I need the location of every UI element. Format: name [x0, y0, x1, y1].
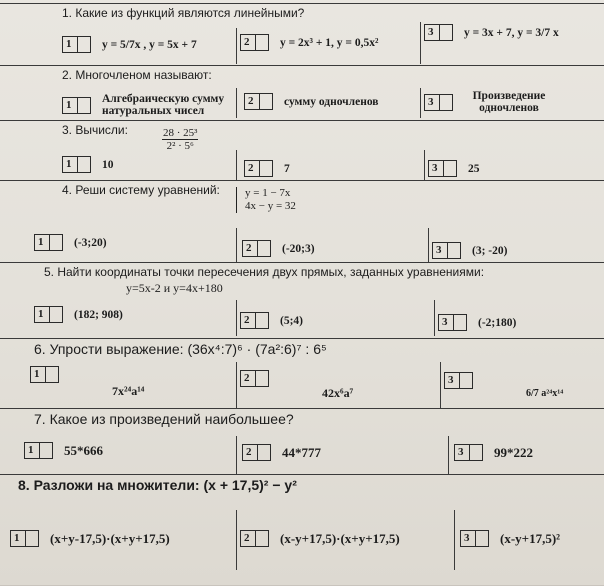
answer-box[interactable]: 1 [62, 36, 91, 53]
answer-text: (182; 908) [74, 308, 123, 321]
divider [428, 228, 429, 262]
answer-box[interactable]: 2 [242, 444, 271, 461]
divider [236, 362, 237, 408]
divider [424, 150, 425, 180]
answer-option-8-2[interactable] [240, 530, 400, 547]
answer-option-1-2[interactable] [240, 34, 378, 51]
answer-text: 10 [102, 158, 114, 171]
answer-box[interactable]: 2 [242, 240, 271, 257]
answer-option-2-2[interactable] [244, 93, 379, 110]
answer-option-8-3[interactable] [460, 530, 560, 547]
answer-text: y = 3x + 7, y = 3/7 x [464, 26, 559, 39]
expression: $\frac{\text{28 · 25³}}{\text{2² · 5⁶}}$ [163, 127, 198, 152]
divider [420, 22, 421, 64]
divider [434, 300, 435, 336]
answer-box[interactable]: 1 [10, 530, 39, 547]
question-title: 6. Упрости выражение: (36x⁴:7)⁶ · (7a²:6)⁷ : 6⁵ [34, 341, 327, 357]
answer-box[interactable]: 3 [438, 314, 467, 331]
answer-box[interactable]: 3 [454, 444, 483, 461]
answer-text: (x+y-17,5)·(x+y+17,5) [50, 530, 170, 546]
answer-option-2-3[interactable] [424, 90, 554, 114]
answer-option-3-2[interactable] [244, 160, 290, 177]
divider [440, 362, 441, 408]
answer-text: 7 [284, 162, 290, 175]
answer-text: (5;4) [280, 314, 303, 327]
answer-box[interactable]: 1 [62, 97, 91, 114]
answer-option-4-1[interactable] [34, 234, 107, 251]
answer-option-4-3[interactable] [432, 242, 507, 259]
answer-box[interactable]: 3 [424, 94, 453, 111]
answer-box[interactable]: 1 [24, 442, 53, 459]
answer-box[interactable]: 2 [240, 530, 269, 547]
answer-text: (-2;180) [478, 316, 517, 329]
answer-box[interactable]: 1 [34, 234, 63, 251]
answer-text: y = 2x³ + 1, y = 0,5x² [280, 36, 379, 49]
answer-box[interactable]: 3 [460, 530, 489, 547]
answer-option-7-1[interactable] [24, 442, 103, 459]
answer-text: (-20;3) [282, 242, 315, 255]
answer-text: (3; -20) [472, 244, 508, 257]
answer-option-7-2[interactable] [242, 444, 321, 461]
answer-option-2-1[interactable] [62, 93, 242, 117]
answer-option-3-3[interactable] [428, 160, 480, 177]
answer-box[interactable]: 2 [244, 93, 273, 110]
answer-option-1-3[interactable] [424, 24, 559, 41]
question-6 [0, 338, 604, 409]
answer-text: (-3;20) [74, 236, 107, 249]
divider [236, 300, 237, 336]
answer-text: (x-y+17,5)² [500, 530, 561, 546]
question-title: 2. Многочленом называют: [62, 68, 212, 82]
divider [236, 88, 237, 118]
divider [236, 228, 237, 262]
answer-text: 44*777 [282, 444, 321, 460]
question-title: 1. Какие из функций являются линейными? [62, 6, 305, 20]
answer-text: 55*666 [64, 442, 103, 458]
divider [236, 510, 237, 570]
answer-option-1-1[interactable] [62, 36, 197, 53]
answer-option-5-3[interactable] [438, 314, 516, 331]
answer-option-3-1[interactable] [62, 156, 114, 173]
answer-option-7-3[interactable] [454, 444, 533, 461]
answer-option-6-1[interactable] [30, 366, 59, 383]
answer-box[interactable]: 2 [240, 312, 269, 329]
answer-option-8-1[interactable] [10, 530, 170, 547]
answer-text: (x-y+17,5)·(x+y+17,5) [280, 530, 400, 546]
answer-box[interactable]: 1 [30, 366, 59, 383]
answer-box[interactable]: 3 [424, 24, 453, 41]
answer-option-5-1[interactable] [34, 306, 123, 323]
answer-box[interactable]: 1 [62, 156, 91, 173]
answer-text: 99*222 [494, 444, 533, 460]
question-title: 3. Вычисли: [62, 123, 128, 137]
answer-text: 42x⁶a⁷ [322, 386, 354, 400]
answer-text: Алгебраическую сумму натуральных чисел [102, 93, 225, 117]
answer-text: 6/7 a²⁴x¹⁴ [526, 388, 564, 399]
answer-box[interactable]: 2 [244, 160, 273, 177]
question-subtitle: y=5x-2 и y=4x+180 [126, 281, 223, 295]
answer-option-5-2[interactable] [240, 312, 303, 329]
answer-box[interactable]: 1 [34, 306, 63, 323]
divider [236, 150, 237, 180]
answer-text: 7x²⁴a¹⁴ [112, 384, 145, 398]
answer-text: Произведение одночленов [472, 90, 546, 114]
answer-option-6-3[interactable] [444, 372, 473, 389]
divider [448, 436, 449, 474]
answer-text: сумму одночленов [284, 95, 379, 108]
answer-text: 25 [468, 162, 480, 175]
question-title: 8. Разложи на множители: (x + 17,5)² − y² [18, 477, 297, 493]
answer-box[interactable]: 3 [444, 372, 473, 389]
answer-box[interactable]: 3 [432, 242, 461, 259]
answer-box[interactable]: 2 [240, 370, 269, 387]
divider [454, 510, 455, 570]
answer-text: y = 5/7x , y = 5x + 7 [102, 38, 197, 51]
answer-option-6-2[interactable] [240, 370, 269, 387]
answer-option-4-2[interactable] [242, 240, 315, 257]
divider [236, 28, 237, 64]
equation-system: y = 1 − 7x 4x − y = 32 [236, 187, 296, 213]
question-title: 5. Найти координаты точки пересечения двух прямых, заданных уравнениями: [44, 265, 485, 279]
question-title: 7. Какое из произведений наибольшее? [34, 411, 294, 427]
divider [236, 436, 237, 474]
answer-box[interactable]: 3 [428, 160, 457, 177]
answer-box[interactable]: 2 [240, 34, 269, 51]
divider [420, 88, 421, 118]
question-title: 4. Реши систему уравнений: [62, 183, 220, 197]
